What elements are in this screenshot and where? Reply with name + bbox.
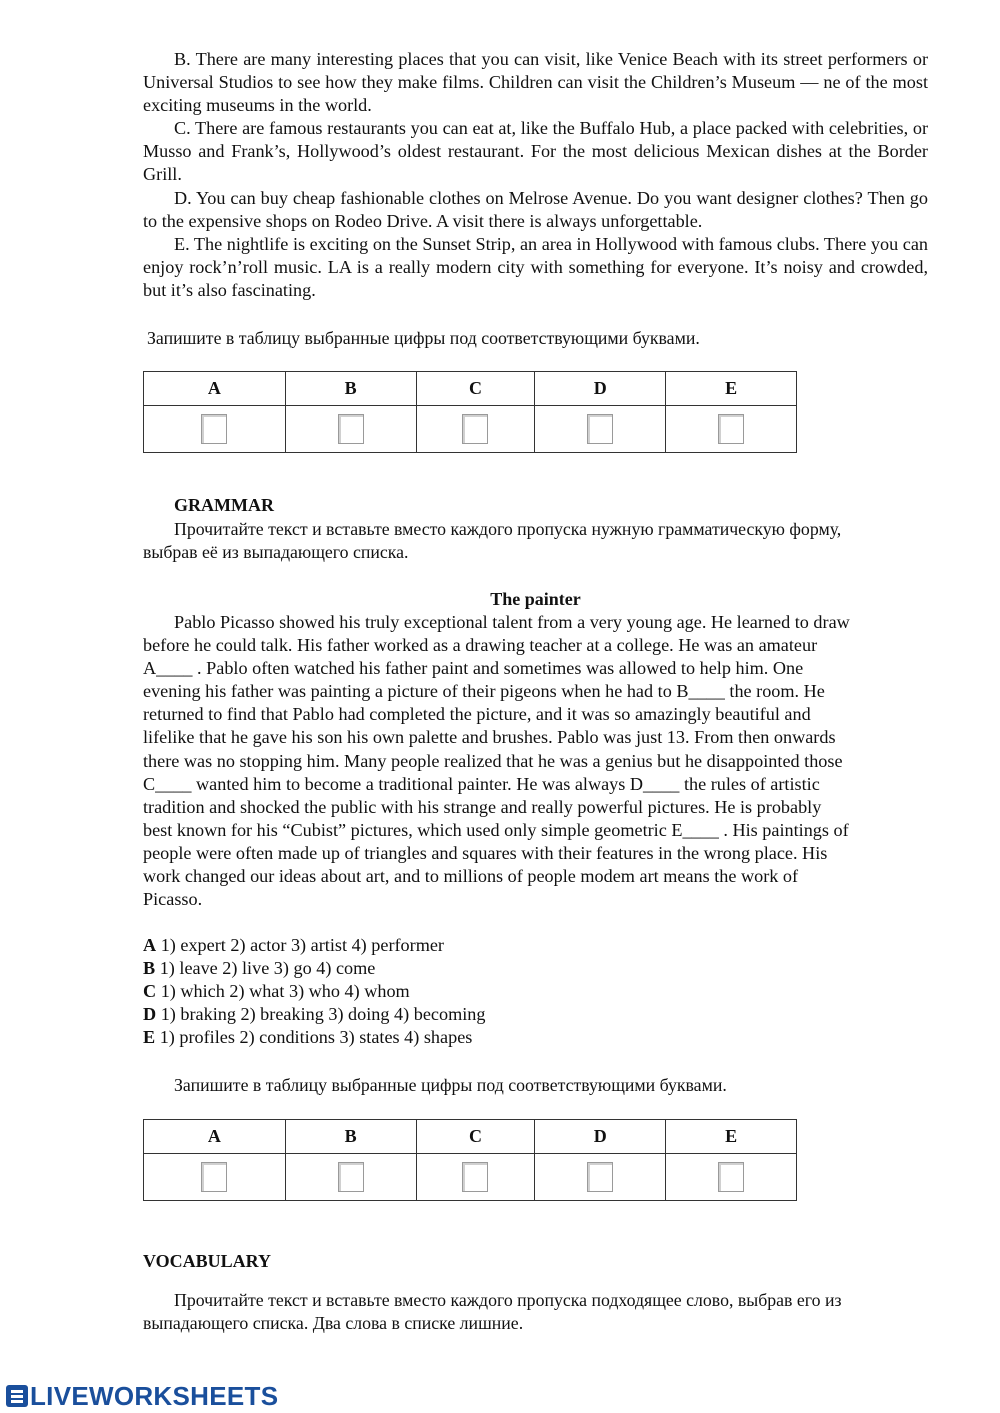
grammar-options bbox=[143, 934, 485, 1049]
answer-input-c[interactable] bbox=[462, 414, 488, 444]
answer-cell bbox=[144, 1154, 286, 1201]
option-letter: D bbox=[143, 1004, 157, 1025]
text-title: The painter bbox=[490, 589, 581, 609]
logo-icon bbox=[6, 1385, 28, 1407]
text-line: before he could talk. His father worked as a drawing teacher at a college. He was an amateur bbox=[143, 635, 818, 656]
answer-cell bbox=[144, 406, 286, 453]
option-line-e bbox=[143, 1026, 485, 1049]
answer-input-a[interactable] bbox=[201, 414, 227, 444]
grammar-heading: GRAMMAR bbox=[174, 495, 274, 515]
vocabulary-heading: VOCABULARY bbox=[143, 1251, 272, 1271]
text-line: C____ wanted him to become a traditional painter. He was always D____ the rules of artistic bbox=[143, 773, 820, 794]
table-header: C bbox=[416, 372, 535, 406]
answer-cell bbox=[666, 406, 797, 453]
table-header: A bbox=[144, 1120, 286, 1154]
answer-input-b[interactable] bbox=[338, 414, 364, 444]
table-header: C bbox=[416, 1120, 535, 1154]
answer-cell bbox=[285, 1154, 416, 1201]
table-header: E bbox=[666, 1120, 797, 1154]
text-line: there was no stopping him. Many people realized that he was a genius but he disappointed those bbox=[143, 750, 843, 771]
option-text: 1) profiles 2) conditions 3) states 4) shapes bbox=[155, 1027, 473, 1048]
answer-cell bbox=[416, 1154, 535, 1201]
reading-answer-table bbox=[143, 371, 797, 453]
answer-input-a[interactable] bbox=[201, 1162, 227, 1192]
answer-input-c[interactable] bbox=[462, 1162, 488, 1192]
text-line: returned to find that Pablo had completed the picture, and it was so amazingly beautiful and bbox=[143, 704, 811, 725]
table-header: B bbox=[285, 1120, 416, 1154]
option-line-a bbox=[143, 934, 485, 957]
answer-input-e[interactable] bbox=[718, 1162, 744, 1192]
text-line: evening his father was painting a picture of their pigeons when he had to B____ the room. He bbox=[143, 681, 825, 702]
text-line: tradition and shocked the public with his strange and really powerful pictures. He is probably bbox=[143, 796, 822, 817]
option-letter: E bbox=[143, 1027, 156, 1048]
text-line: people were often made up of triangles and squares with their features in the wrong place. His bbox=[143, 842, 828, 863]
answer-cell bbox=[535, 1154, 666, 1201]
table-header: E bbox=[666, 372, 797, 406]
reading-paragraph-e: E. The nightlife is exciting on the Sunset Strip, an area in Hollywood with famous clubs. There you can enjoy rock’n’roll music. LA is a really modern city with something for everyone. It’s noisy and crowded, but it’s also fascinating. bbox=[143, 233, 928, 300]
answer-cell bbox=[416, 406, 535, 453]
option-letter: C bbox=[143, 981, 157, 1002]
answer-input-d[interactable] bbox=[587, 414, 613, 444]
option-text: 1) expert 2) actor 3) artist 4) performer bbox=[156, 935, 444, 955]
option-text: 1) braking 2) breaking 3) doing 4) becoming bbox=[156, 1004, 486, 1025]
text-line: best known for his “Cubist” pictures, which used only simple geometric E____ . His paintings of bbox=[143, 819, 849, 840]
reading-paragraph-d: D. You can buy cheap fashionable clothes on Melrose Avenue. Do you want designer clothes? Then go to the expensive shops on Rodeo Drive. A visit there is always unforgettable. bbox=[143, 187, 928, 231]
option-line-d bbox=[143, 1003, 485, 1026]
option-letter: A bbox=[143, 935, 157, 955]
option-line-c bbox=[143, 980, 485, 1003]
answer-cell bbox=[285, 406, 416, 453]
grammar-answer-table bbox=[143, 1119, 797, 1201]
grammar-table-instruction: Запишите в таблицу выбранные цифры под соответствующими буквами. bbox=[174, 1075, 727, 1095]
worksheet-page bbox=[143, 48, 928, 302]
text-line: Pablo Picasso showed his truly exceptional talent from a very young age. He learned to draw bbox=[174, 612, 850, 632]
text-line: Picasso. bbox=[143, 889, 203, 910]
text-line: A____ . Pablo often watched his father paint and sometimes was allowed to help him. One bbox=[143, 658, 804, 679]
table-header: B bbox=[285, 372, 416, 406]
table-header: D bbox=[535, 372, 666, 406]
liveworksheets-logo bbox=[6, 1382, 278, 1410]
option-text: 1) leave 2) live 3) go 4) come bbox=[155, 958, 376, 979]
vocabulary-instruction: Прочитайте текст и вставьте вместо каждого пропуска подходящее слово, выбрав его из выпадающего списка. Два слова в списке лишние. bbox=[143, 1290, 842, 1333]
table-header: A bbox=[144, 372, 286, 406]
answer-cell bbox=[666, 1154, 797, 1201]
reading-table-instruction: Запишите в таблицу выбранные цифры под соответствующими буквами. bbox=[147, 328, 700, 348]
text-line: work changed our ideas about art, and to millions of people modem art means the work of bbox=[143, 866, 799, 887]
grammar-instruction: Прочитайте текст и вставьте вместо каждого пропуска нужную грамматическую форму, выбрав её из выпадающего списка. bbox=[143, 519, 842, 562]
reading-paragraph-b: B. There are many interesting places that you can visit, like Venice Beach with its street performers or Universal Studios to see how they make films. Children can visit the Children’s Museum — ne of the most exciting museums in the world. bbox=[143, 49, 928, 116]
answer-cell bbox=[535, 406, 666, 453]
answer-input-e[interactable] bbox=[718, 414, 744, 444]
grammar-text bbox=[143, 611, 943, 911]
option-text: 1) which 2) what 3) who 4) whom bbox=[156, 981, 410, 1002]
table-header: D bbox=[535, 1120, 666, 1154]
answer-input-b[interactable] bbox=[338, 1162, 364, 1192]
answer-input-d[interactable] bbox=[587, 1162, 613, 1192]
text-line: lifelike that he gave his son his own palette and brushes. Pablo was just 13. From then onwards bbox=[143, 727, 836, 748]
reading-paragraph-c: C. There are famous restaurants you can eat at, like the Buffalo Hub, a place packed with celebrities, or Musso and Frank’s, Hollywood’s oldest restaurant. For the most delicious Mexican dishes at the Border Grill. bbox=[143, 118, 928, 185]
option-line-b bbox=[143, 957, 485, 980]
option-letter: B bbox=[143, 958, 156, 979]
logo-text: LIVEWORKSHEETS bbox=[30, 1380, 279, 1411]
